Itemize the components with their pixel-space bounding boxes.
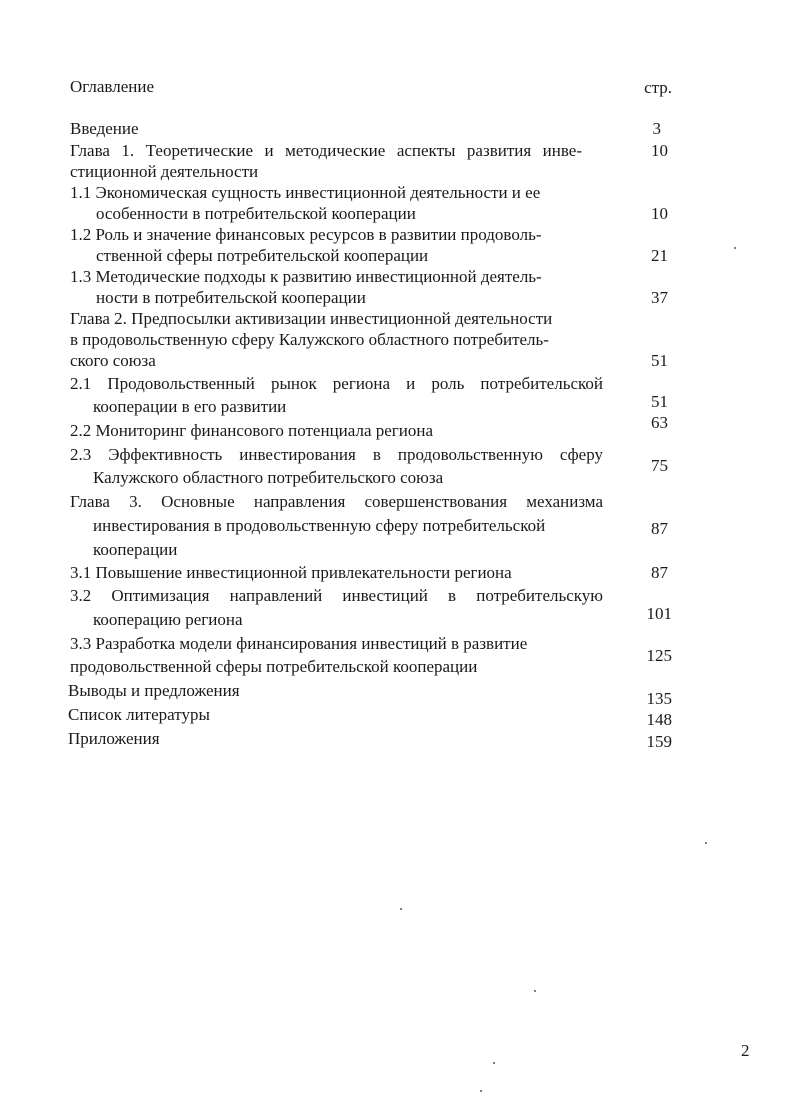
scan-speck <box>480 1090 482 1092</box>
toc-entry-section-2-1-line1: 2.1 Продовольственный рынок региона и роль потребительской <box>70 374 603 393</box>
toc-page-chapter3: 87 <box>651 519 668 538</box>
toc-entry-chapter1 <box>70 140 582 161</box>
toc-entry-conclusions: Выводы и предложения <box>68 681 240 700</box>
toc-entry-section-1-2-line2: ственной сферы потребительской кооперации <box>96 246 429 265</box>
scan-speck <box>534 990 536 992</box>
toc-entry-section-3-1: 3.1 Повышение инвестиционной привлекательности региона <box>70 563 512 582</box>
toc-page-chapter2: 51 <box>651 351 668 370</box>
toc-entry-section-1-1: 1.1 Экономическая сущность инвестиционной деятельности и ее <box>70 183 541 202</box>
toc-entry-intro: Введение <box>70 119 139 138</box>
toc-entry-references: Список литературы <box>68 705 210 724</box>
toc-entry-section-3-3: 3.3 Разработка модели финансирования инвестиций в развитие <box>70 634 528 653</box>
toc-entry-section-2-1-line2: кооперации в его развитии <box>93 397 287 416</box>
toc-page-intro: 3 <box>652 119 661 138</box>
toc-entry-section-2-2: 2.2 Мониторинг финансового потенциала региона <box>70 421 433 440</box>
scan-speck <box>734 247 736 249</box>
toc-page-appendices: 159 <box>646 732 672 751</box>
toc-page-section-2-1: 51 <box>651 392 668 411</box>
toc-entry-chapter2-line2: в продовольственную сферу Калужского областного потребитель- <box>70 330 549 349</box>
toc-page-section-2-3: 75 <box>651 456 668 475</box>
toc-page-section-1-2: 21 <box>651 246 668 265</box>
toc-entry-section-1-3: 1.3 Методические подходы к развитию инвестиционной деятель- <box>70 267 542 286</box>
scan-speck <box>493 1062 495 1064</box>
toc-entry-section-2-3-line2: Калужского областного потребительского союза <box>93 468 444 487</box>
toc-entry-chapter3-line3: кооперации <box>93 540 178 559</box>
toc-entry-chapter3-line2: инвестирования в продовольственную сферу потребительской <box>93 516 546 535</box>
toc-page-conclusions: 135 <box>646 689 672 708</box>
toc-entry-chapter1-line1: Глава 1. Теоретические и методические аспекты развития инве- <box>70 141 582 160</box>
page-number: 2 <box>741 1041 750 1060</box>
toc-page-section-3-3: 125 <box>646 646 672 665</box>
toc-entry-section-3-2: 3.2 Оптимизация направлений инвестиций в потребительскую <box>70 586 603 605</box>
page-column-label: стр. <box>644 78 672 97</box>
toc-page-section-3-2: 101 <box>646 604 672 623</box>
toc-page-references: 148 <box>646 710 672 729</box>
toc-page-section-1-3: 37 <box>651 288 668 307</box>
toc-page-section-2-2: 63 <box>651 413 668 432</box>
toc-entry-chapter1-line2: стиционной деятельности <box>70 162 259 181</box>
toc-entry-chapter3: Глава 3. Основные направления совершенствования механизма <box>70 492 603 511</box>
toc-page-chapter1: 10 <box>651 141 668 160</box>
scan-speck <box>400 908 402 910</box>
toc-entry-section-2-3-line1: 2.3 Эффективность инвестирования в продовольственную сферу <box>70 445 603 464</box>
toc-entry-section-1-1-line2: особенности в потребительской кооперации <box>96 204 416 223</box>
toc-entry-section-3-3-line2: продовольственной сферы потребительской кооперации <box>70 657 478 676</box>
toc-entry-chapter2-line3: ского союза <box>70 351 156 370</box>
scan-speck <box>705 842 707 844</box>
toc-page-section-1-1: 10 <box>651 204 668 223</box>
toc-page-section-3-1: 87 <box>651 563 668 582</box>
toc-entry-section-1-2: 1.2 Роль и значение финансовых ресурсов в развитии продоволь- <box>70 225 542 244</box>
toc-entry-section-1-3-line2: ности в потребительской кооперации <box>96 288 366 307</box>
toc-entry-section-2-1 <box>70 373 603 394</box>
toc-title: Оглавление <box>70 77 154 96</box>
toc-entry-appendices: Приложения <box>68 729 160 748</box>
toc-entry-section-3-2-line2: кооперацию региона <box>93 610 243 629</box>
toc-entry-chapter2: Глава 2. Предпосылки активизации инвестиционной деятельности <box>70 309 553 328</box>
toc-entry-section-2-3 <box>70 444 603 465</box>
